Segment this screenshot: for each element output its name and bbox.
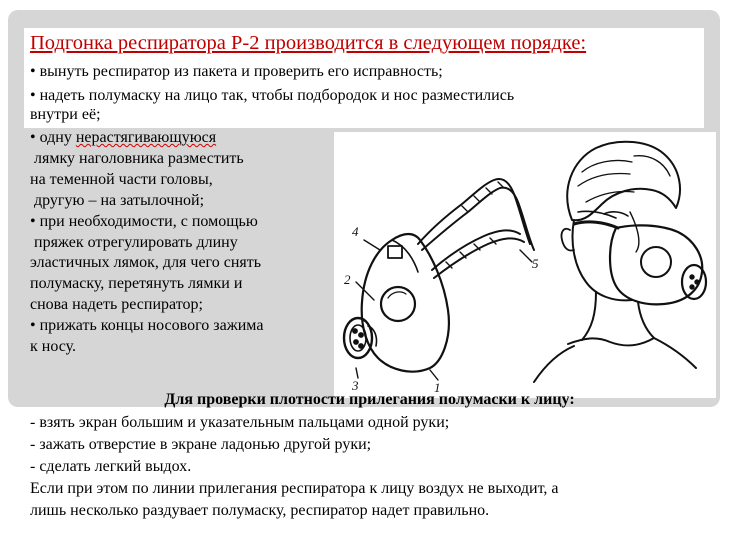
face-outline <box>573 220 633 300</box>
figure-label-4: 4 <box>352 224 359 239</box>
mask-outline <box>362 234 449 372</box>
instruction-line: пряжек отрегулировать длину <box>30 233 238 251</box>
instruction-line: лямку наголовника разместить <box>30 149 244 167</box>
strap-buckle <box>388 246 402 258</box>
worn-filter <box>682 265 706 299</box>
check-step-3: - сделать легкий выдох. <box>30 458 192 475</box>
slide-title: Подгонка респиратора Р-2 производится в следующем порядке: <box>30 32 587 54</box>
instruction-line: • одну нерастягивающуюся <box>30 129 217 146</box>
check-step-1: - взять экран большим и указательным пальцами одной руки; <box>30 414 450 431</box>
hair <box>567 142 680 221</box>
mask-rim <box>392 240 418 272</box>
worn-mask <box>610 225 702 304</box>
filter-cartridge <box>344 318 372 358</box>
check-title: Для проверки плотности прилегания полумаски к лицу: <box>164 391 575 408</box>
left-instructions <box>30 128 330 358</box>
instruction-line: на теменной части головы, <box>30 170 213 188</box>
instruction-line: • прижать концы носового зажима <box>30 317 264 335</box>
respirator-illustration <box>334 132 716 398</box>
spellcheck-word: нерастягивающуюся <box>75 129 217 146</box>
figure-label-3: 3 <box>352 378 359 393</box>
respirator-drawing <box>334 132 716 398</box>
instruction-line-2: • надеть полумаску на лицо так, чтобы подбородок и нос разместились <box>30 87 515 104</box>
instruction-line: к носу. <box>30 338 77 356</box>
figure-label-5: 5 <box>532 256 539 271</box>
check-step-2: - зажать отверстие в экране ладонью другой руки; <box>30 436 372 453</box>
check-conclusion-2: лишь несколько раздувает полумаску, респиратор надет правильно. <box>30 502 490 519</box>
instruction-line-1: • вынуть респиратор из пакета и проверить его исправность; <box>30 63 443 80</box>
check-conclusion-1: Если при этом по линии прилегания респиратора к лицу воздух не выходит, а <box>30 480 559 497</box>
figure-label-1: 1 <box>434 380 441 395</box>
worn-valve <box>641 247 671 277</box>
worn-strap <box>574 222 618 228</box>
instruction-line-3: внутри её; <box>30 106 101 123</box>
collar <box>568 338 696 368</box>
instruction-line: полумаску, перетянуть лямки и <box>30 275 243 293</box>
instruction-line: другую – на затылочной; <box>30 191 205 209</box>
head-strap <box>418 179 530 244</box>
figure-label-2: 2 <box>344 272 351 287</box>
instruction-line: • при необходимости, с помощью <box>30 212 258 230</box>
instruction-line: эластичных лямок, для чего снять <box>30 254 262 272</box>
instruction-line: снова надеть респиратор; <box>30 296 203 314</box>
